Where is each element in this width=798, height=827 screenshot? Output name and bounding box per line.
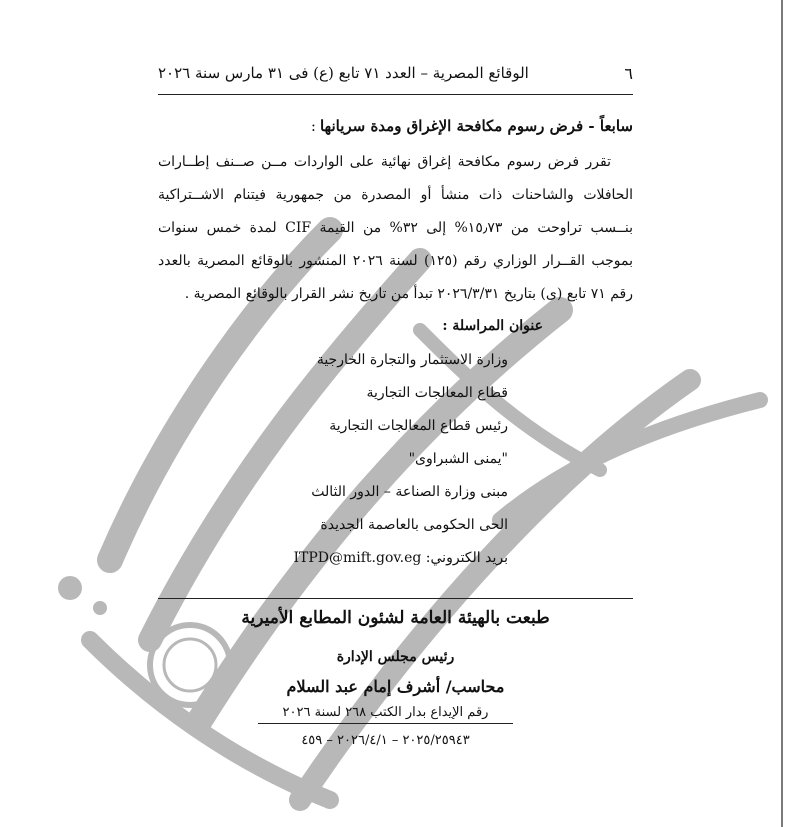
section-heading-colon: : [310,117,316,135]
address-line: مبنى وزارة الصناعة – الدور الثالث [311,484,508,500]
paragraph-line: تراوحت من ١٥٫٧٣% إلى ٣٢% من القيمة CIF لمدة خمس سنوات بموجب القــرار [158,220,634,269]
paragraph-line: الحافلات والشاحنات ذات منشأ أو المصدرة من جمهورية فيتنام الاشــتراكية بنــسب [158,187,634,236]
address-block [158,344,633,575]
publication-title: الوقائع المصرية – العدد ٧١ تابع (ع) فى ٣١ مارس سنة ٢٠٢٦ [158,64,529,82]
email-address[interactable]: ITPD@mift.gov.eg [293,550,422,566]
address-line: رئيس قطاع المعالجات التجارية [329,418,508,434]
address-line: وزارة الاستثمار والتجارة الخارجية [316,352,508,368]
section-heading-text: سابعاً - فرض رسوم مكافحة الإغراق ومدة سريانها [319,117,633,135]
chair-title: رئيس مجلس الإدارة [336,649,455,665]
address-label [158,318,633,334]
paragraph-line: تقرر فرض رسوم مكافحة إغراق نهائية على الواردات مــن صــنف إطــارات [158,154,611,170]
address-line: "يمنى الشبراوى" [408,451,508,467]
paragraph-line: الوزاري رقم (١٢٥) لسنة ٢٠٢٦ المنشور بالوقائع المصرية بالعدد رقم ٧١ تابع (ى) [158,253,633,302]
address-label-text: عنوان المراسلة : [442,318,543,334]
email-label: بريد الكتروني: [425,550,508,566]
gazette-page [158,0,633,827]
section-heading [158,117,633,135]
watermark-dot [58,576,82,600]
address-line: الحى الحكومى بالعاصمة الجديدة [320,517,508,533]
chair-name: محاسب/ أشرف إمام عبد السلام [286,677,505,696]
email-line [158,542,633,575]
page-number: ٦ [624,63,633,83]
page-header [158,62,633,84]
decision-paragraph [158,146,633,311]
printer-credit: طبعت بالهيئة العامة لشئون المطابع الأميرية [241,608,550,628]
paragraph-line: بتاريخ ٢٠٢٦/٣/٣١ تبدأ من تاريخ نشر القرار بالوقائع المصرية . [184,286,536,302]
page-frame-edge [781,0,783,827]
watermark-dot [93,601,107,615]
header-divider [158,94,633,95]
address-line: قطاع المعالجات التجارية [366,385,508,401]
registration-number: ٢٠٢٥/٢٥٩٤٣ – ٢٠٢٦/٤/١ – ٤٥٩ [301,733,470,748]
footer-divider [158,598,633,599]
deposit-number: رقم الإيداع بدار الكتب ٢٦٨ لسنة ٢٠٢٦ [258,705,513,724]
